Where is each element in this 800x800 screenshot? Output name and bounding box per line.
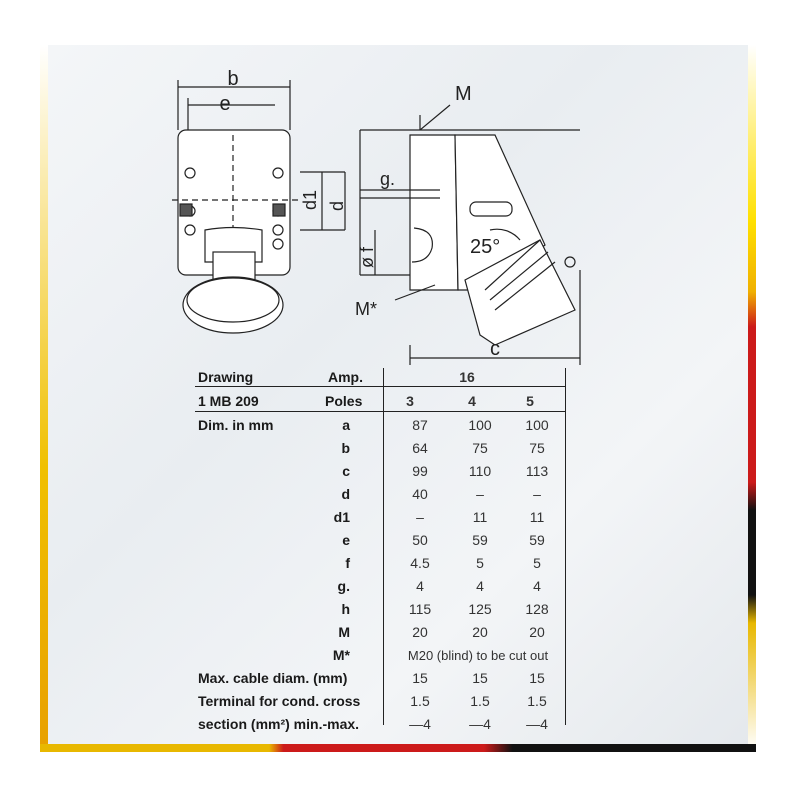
dim-label-d1: d1 <box>300 189 320 211</box>
row-key: f <box>345 555 350 571</box>
cell: 59 <box>472 532 488 548</box>
cell: 15 <box>472 670 488 686</box>
cell: 5 <box>476 555 484 571</box>
header-drawing-number: 1 MB 209 <box>198 393 259 409</box>
dim-label-g: g. <box>380 169 396 189</box>
cell: —4 <box>409 716 431 732</box>
cell: 75 <box>529 440 545 456</box>
table-top-rule <box>195 386 565 387</box>
row-key: M* <box>332 647 350 663</box>
cell: 87 <box>412 417 428 433</box>
cell: – <box>416 509 424 525</box>
cell: 128 <box>525 601 549 617</box>
cell: 11 <box>472 509 488 525</box>
row-key: a <box>342 417 350 433</box>
table-col-divider-right <box>565 368 566 725</box>
cell: 1.5 <box>410 693 430 709</box>
cell: 4 <box>416 578 424 594</box>
cell: 100 <box>468 417 492 433</box>
header-pole-5: 5 <box>526 393 534 409</box>
table-header-rule <box>195 411 565 412</box>
dim-label-e: e <box>219 93 231 115</box>
mstar-note: M20 (blind) to be cut out <box>407 648 549 663</box>
cell: – <box>533 486 541 502</box>
cell: 100 <box>525 417 549 433</box>
cell: 15 <box>412 670 428 686</box>
section-label: Dim. in mm <box>198 417 274 433</box>
cell: 4 <box>476 578 484 594</box>
cell: —4 <box>469 716 491 732</box>
dim-label-Mstar: M* <box>355 299 377 319</box>
cell: 4 <box>533 578 541 594</box>
cell: 20 <box>412 624 428 640</box>
cell: 20 <box>472 624 488 640</box>
bottom-flag-stripe <box>40 744 756 752</box>
row-key: b <box>341 440 350 456</box>
cell: 125 <box>468 601 492 617</box>
dim-label-f: ø f <box>357 247 377 268</box>
cell: 115 <box>408 601 432 617</box>
cell: 15 <box>529 670 545 686</box>
header-amp-label: Amp. <box>328 369 363 385</box>
row-label: Max. cable diam. (mm) <box>198 670 348 686</box>
cell: – <box>476 486 484 502</box>
header-pole-3: 3 <box>406 393 414 409</box>
cell: 1.5 <box>527 693 547 709</box>
row-key: e <box>342 532 350 548</box>
header-drawing-label: Drawing <box>198 369 254 385</box>
row-key: g. <box>337 578 350 594</box>
row-key: M <box>338 624 350 640</box>
dim-label-b: b <box>227 68 239 90</box>
cell: —4 <box>526 716 548 732</box>
cell: 64 <box>412 440 428 456</box>
header-amp-value: 16 <box>459 369 475 385</box>
cell: 110 <box>468 463 492 479</box>
cell: 20 <box>529 624 545 640</box>
row-key: h <box>341 601 350 617</box>
cell: 59 <box>529 532 545 548</box>
row-key: d <box>341 486 350 502</box>
cell: 75 <box>472 440 488 456</box>
header-pole-4: 4 <box>468 393 476 409</box>
cell: 4.5 <box>410 555 430 571</box>
cell: 99 <box>412 463 428 479</box>
table-col-divider-left <box>383 368 384 725</box>
cell: 50 <box>412 532 428 548</box>
dim-label-angle: 25° <box>470 236 501 258</box>
dim-label-M: M <box>455 83 472 105</box>
cell: 1.5 <box>470 693 490 709</box>
cell: 11 <box>529 509 545 525</box>
row-key: d1 <box>333 509 350 525</box>
cell: 5 <box>533 555 541 571</box>
cell: 113 <box>525 463 549 479</box>
row-label: Terminal for cond. cross <box>198 693 361 709</box>
cell: 40 <box>412 486 428 502</box>
header-poles-label: Poles <box>325 393 363 409</box>
row-key: c <box>342 463 350 479</box>
dim-label-c: c <box>490 338 500 360</box>
technical-drawing <box>0 0 800 370</box>
dim-label-d: d <box>327 200 347 212</box>
row-label: section (mm²) min.-max. <box>198 716 360 732</box>
